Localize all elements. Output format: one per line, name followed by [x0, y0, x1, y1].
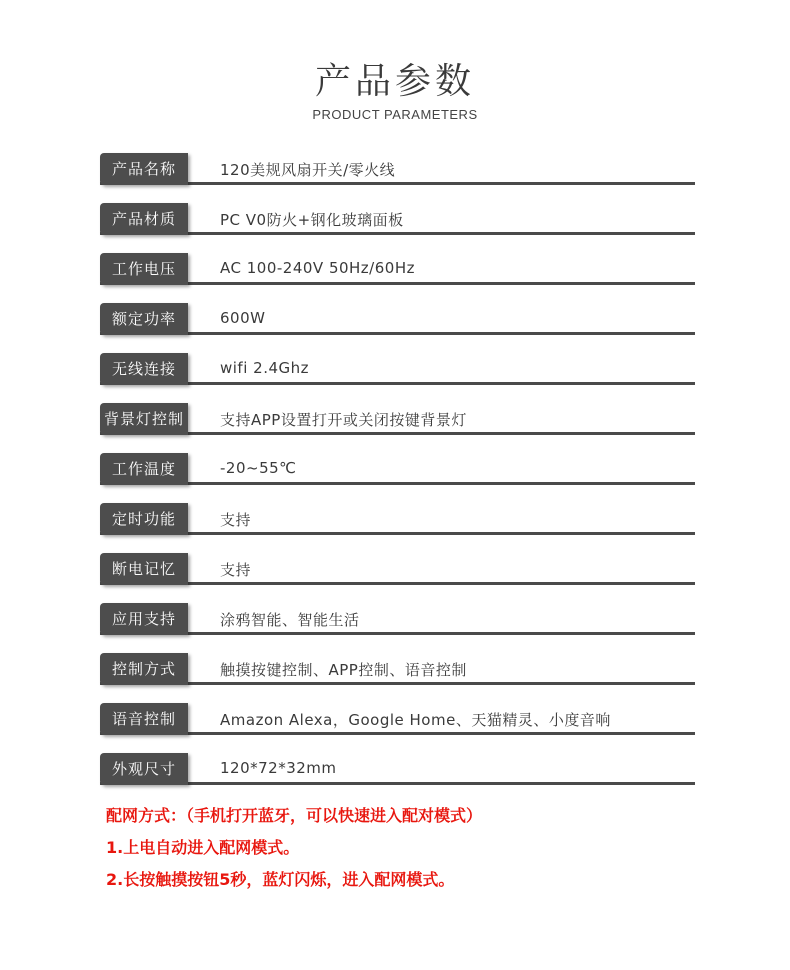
- param-row-size: [100, 750, 695, 800]
- param-value: 触摸按键控制、APP控制、语音控制: [220, 661, 467, 679]
- param-row-control: [100, 650, 695, 700]
- param-label: 断电记忆: [100, 553, 188, 585]
- param-label: 语音控制: [100, 703, 188, 735]
- row-underline: [100, 282, 695, 285]
- row-underline: [100, 432, 695, 435]
- param-label: 应用支持: [100, 603, 188, 635]
- param-label: 工作电压: [100, 253, 188, 285]
- param-label: 外观尺寸: [100, 753, 188, 785]
- param-value: 120*72*32mm: [220, 759, 337, 777]
- row-underline: [100, 682, 695, 685]
- param-row-backlight: [100, 400, 695, 450]
- pairing-notes: [106, 800, 766, 896]
- row-underline: [100, 582, 695, 585]
- param-value: 涂鸦智能、智能生活: [220, 611, 360, 629]
- param-label: 无线连接: [100, 353, 188, 385]
- param-value: 120美规风扇开关/零火线: [220, 161, 396, 179]
- param-value: wifi 2.4Ghz: [220, 359, 310, 377]
- pairing-step-2: 2.长按触摸按钮5秒，蓝灯闪烁，进入配网模式。: [106, 870, 455, 889]
- param-label: 额定功率: [100, 303, 188, 335]
- param-value: 支持: [220, 511, 252, 529]
- param-row-timer: [100, 500, 695, 550]
- row-underline: [100, 182, 695, 185]
- param-row-material: [100, 200, 695, 250]
- param-row-power: [100, 300, 695, 350]
- param-value: Amazon Alexa，Google Home、天猫精灵、小度音响: [220, 711, 611, 729]
- param-label: 工作温度: [100, 453, 188, 485]
- row-underline: [100, 732, 695, 735]
- pairing-step-1: 1.上电自动进入配网模式。: [106, 838, 300, 857]
- param-value: 支持: [220, 561, 252, 579]
- param-row-voice: [100, 700, 695, 750]
- page-title: 产品参数: [314, 61, 475, 102]
- row-underline: [100, 782, 695, 785]
- param-label: 产品名称: [100, 153, 188, 185]
- parameter-list: [100, 150, 695, 800]
- row-underline: [100, 532, 695, 535]
- param-label: 控制方式: [100, 653, 188, 685]
- param-value: 支持APP设置打开或关闭按键背景灯: [220, 411, 467, 429]
- param-row-temperature: [100, 450, 695, 500]
- row-underline: [100, 382, 695, 385]
- param-value: PC V0防火+钢化玻璃面板: [220, 211, 404, 229]
- param-label: 背景灯控制: [100, 403, 188, 435]
- param-row-memory: [100, 550, 695, 600]
- param-row-app: [100, 600, 695, 650]
- row-underline: [100, 482, 695, 485]
- row-underline: [100, 232, 695, 235]
- page-subtitle: PRODUCT PARAMETERS: [312, 107, 478, 122]
- row-underline: [100, 632, 695, 635]
- param-row-voltage: [100, 250, 695, 300]
- param-row-name: [100, 150, 695, 200]
- param-value: -20~55℃: [220, 459, 297, 477]
- row-underline: [100, 332, 695, 335]
- param-row-wireless: [100, 350, 695, 400]
- param-value: AC 100-240V 50Hz/60Hz: [220, 259, 415, 277]
- pairing-method-note: 配网方式：（手机打开蓝牙，可以快速进入配对模式）: [106, 806, 483, 825]
- param-value: 600W: [220, 309, 266, 327]
- param-label: 定时功能: [100, 503, 188, 535]
- param-label: 产品材质: [100, 203, 188, 235]
